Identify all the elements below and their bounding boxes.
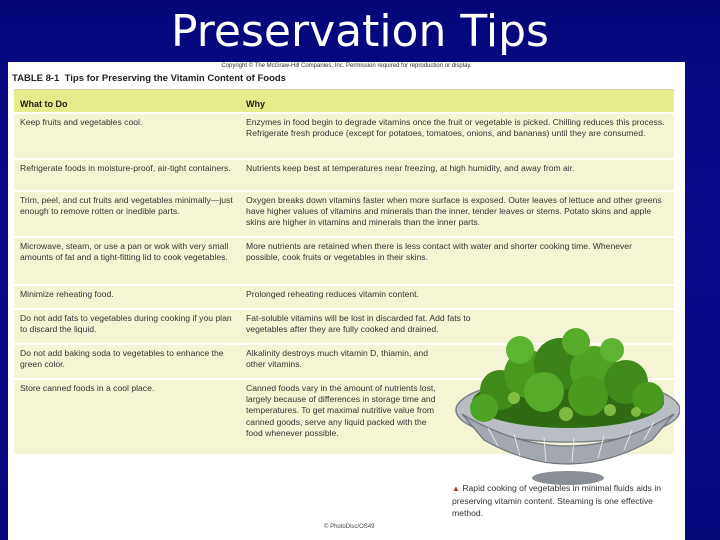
table-row — [14, 160, 674, 192]
cell-why: Fat-soluble vitamins will be lost in discarded fat. Add fats to vegetables after they are fully cooked and drained. — [246, 313, 471, 335]
cell-why: Canned foods vary in the amount of nutrients lost, largely because of differences in storage time and temperatures. To get maximal nutritive value from canned goods, serve any liquid packed with the food whenever possible. — [246, 383, 436, 438]
cell-what: Minimize reheating food. — [20, 289, 114, 299]
cell-why: Nutrients keep best at temperatures near freezing, at high humidity, and away from air. — [246, 163, 575, 173]
broccoli-steamer-photo — [448, 328, 680, 488]
cell-why: Oxygen breaks down vitamins faster when more surface is exposed. Outer leaves of lettuce and other greens have higher values of vitamins and minerals than the inner, tender leaves or stems. Potato skins and apple skins are higher in vitamins and minerals than the inner parts. — [246, 195, 662, 228]
cell-what: Store canned foods in a cool place. — [20, 383, 155, 393]
cell-what: Keep fruits and vegetables cool. — [20, 117, 143, 127]
cell-what: Microwave, steam, or use a pan or wok with very small amounts of fat and a tight-fitting lid to cook vegetables. — [20, 241, 229, 263]
cell-what: Refrigerate foods in moisture-proof, air-tight containers. — [20, 163, 231, 173]
table-row — [14, 192, 674, 238]
table-panel — [8, 62, 685, 540]
table-title: Tips for Preserving the Vitamin Content of Foods — [64, 73, 286, 84]
header-what-to-do: What to Do — [20, 99, 68, 109]
cell-why: Enzymes in food begin to degrade vitamins once the fruit or vegetable is picked. Chilling reduces this process. Refrigerate fresh produce (except for potatoes, tomatoes, onions, and bananas) until they are consumed. — [246, 117, 665, 139]
cell-why: Alkalinity destroys much vitamin D, thiamin, and other vitamins. — [246, 348, 428, 370]
table-row — [14, 114, 674, 160]
table-header-row — [14, 90, 674, 114]
cell-what: Do not add fats to vegetables during cooking if you plan to discard the liquid. — [20, 313, 232, 335]
caption-triangle-icon: ▲ — [452, 484, 460, 493]
copyright-notice: Copyright © The McGraw-Hill Companies, Inc. Permission required for reproduction or display. — [221, 63, 472, 69]
header-why: Why — [246, 99, 265, 109]
cell-why: More nutrients are retained when there is less contact with water and shorter cooking time. Whenever possible, cook fruits or vegetables in their skins. — [246, 241, 632, 263]
figure-caption — [452, 482, 678, 519]
slide-title: Preservation Tips — [171, 6, 549, 57]
table-number: TABLE 8-1 — [12, 73, 60, 84]
cell-what: Trim, peel, and cut fruits and vegetables minimally—just enough to remove rotten or inedible parts. — [20, 195, 233, 217]
photo-credit: © PhotoDisc/OS49 — [324, 524, 375, 530]
caption-text: Rapid cooking of vegetables in minimal fluids aids in preserving vitamin content. Steaming is one effective method. — [452, 483, 662, 518]
table-row — [14, 238, 674, 286]
cell-what: Do not add baking soda to vegetables to enhance the green color. — [20, 348, 224, 370]
table-caption — [12, 72, 286, 86]
table-row — [14, 286, 674, 310]
cell-why: Prolonged reheating reduces vitamin content. — [246, 289, 419, 299]
